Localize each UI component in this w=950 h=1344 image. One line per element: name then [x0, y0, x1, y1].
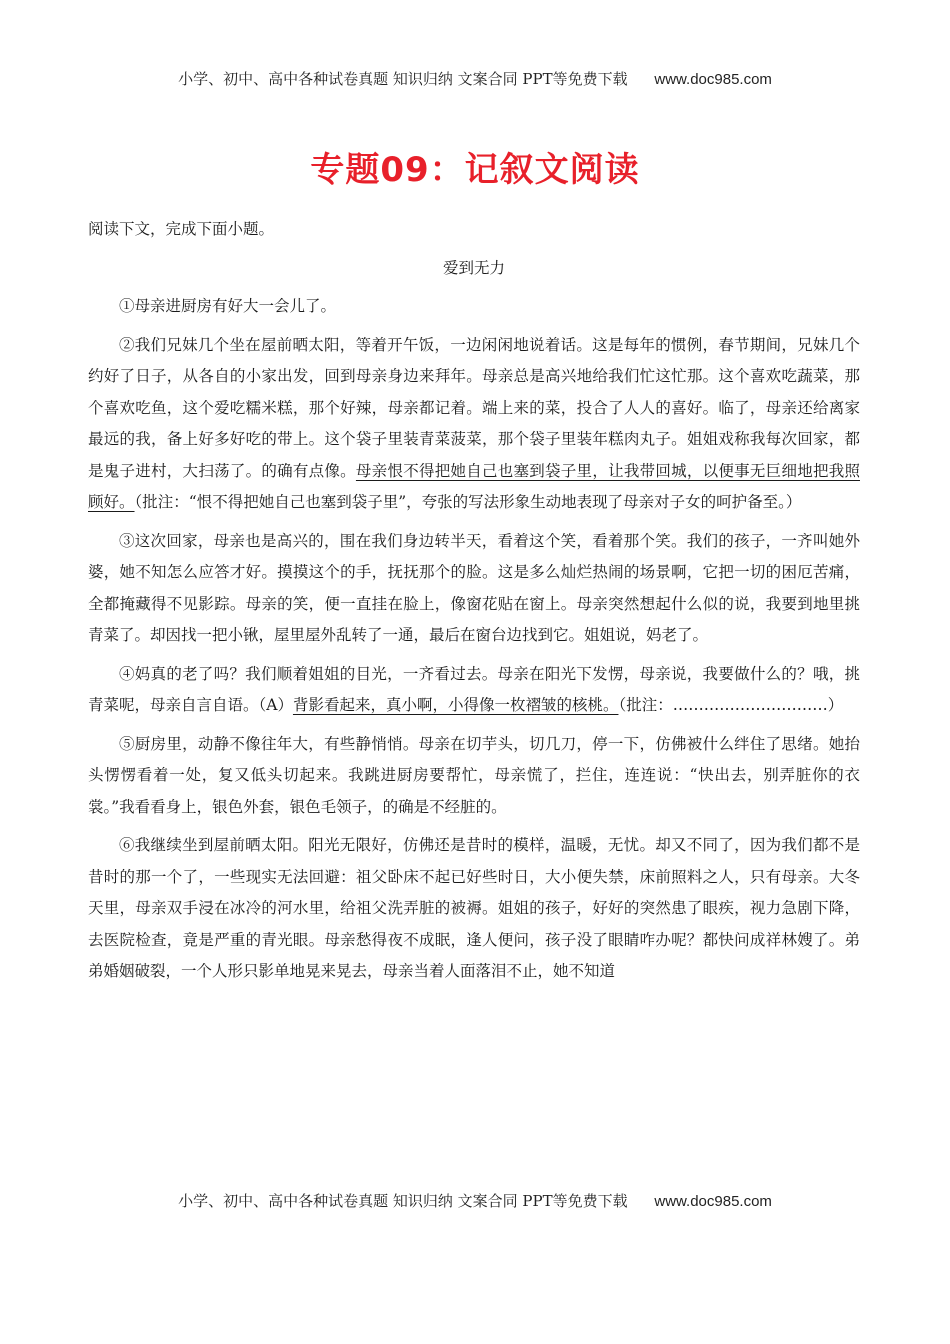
- page-header: [0, 68, 950, 89]
- paragraph-4-text: ④妈真的老了吗？我们顺着姐姐的目光，一齐看过去。母亲在阳光下发愣，母亲说，我要做什么的？哦，挑青菜呢，母亲自言自语。（A）: [88, 664, 860, 714]
- footer-url[interactable]: www.doc985.com: [654, 1193, 772, 1210]
- document-body: [88, 214, 860, 995]
- page-footer: [0, 1190, 950, 1211]
- article-title: 爱到无力: [442, 258, 505, 277]
- page-title: 专题09：记叙文阅读: [310, 150, 640, 190]
- paragraph-2: [88, 330, 860, 519]
- paragraph-2-annotation: （批注：“恨不得把她自己也塞到袋子里”，夸张的写法形象生动地表现了母亲对子女的呵护备至。）: [134, 493, 802, 511]
- footer-text: 小学、初中、高中各种试卷真题 知识归纳 文案合同 PPT等免费下载: [178, 1192, 628, 1210]
- paragraph-4: [88, 659, 860, 722]
- paragraph-6: ⑥我继续坐到屋前晒太阳。阳光无限好，仿佛还是昔时的模样，温暖，无忧。却又不同了，因为我们都不是昔时的那一个了，一些现实无法回避：祖父卧床不起已好些时日，大小便失禁，床前照料之人，只有母亲。大冬天里，母亲双手浸在冰冷的河水里，给祖父洗弄脏的被褥。姐姐的孩子，好好的突然患了眼疾，视力急剧下降，去医院检查，竟是严重的青光眼。母亲愁得夜不成眠，逢人便问，孩子没了眼睛咋办呢？都快问成祥林嫂了。弟弟婚姻破裂，一个人形只影单地晃来晃去，母亲当着人面落泪不止，她不知道: [88, 836, 860, 980]
- paragraph-5: ⑤厨房里，动静不像往年大，有些静悄悄。母亲在切芋头，切几刀，停一下，仿佛被什么绊住了思绪。她抬头愣愣看着一处，复又低头切起来。我跳进厨房要帮忙，母亲慌了，拦住，连连说：“快出去，别弄脏你的衣裳。”我看看身上，银色外套，银色毛领子，的确是不经脏的。: [88, 734, 860, 816]
- paragraph-4-underlined: 背影看起来，真小啊，小得像一枚褶皱的核桃。: [292, 696, 619, 714]
- paragraph-1: ①母亲进厨房有好大一会儿了。: [119, 297, 337, 315]
- paragraph-4-annotation: （批注：…………………………）: [618, 696, 844, 714]
- header-text: 小学、初中、高中各种试卷真题 知识归纳 文案合同 PPT等免费下载: [178, 70, 628, 88]
- reading-instruction: 阅读下文，完成下面小题。: [88, 220, 275, 238]
- paragraph-3: ③这次回家，母亲也是高兴的，围在我们身边转半天，看着这个笑，看着那个笑。我们的孩子，一齐叫她外婆，她不知怎么应答才好。摸摸这个的手，抚抚那个的脸。这是多么灿烂热闹的场景啊，它把一切的困厄苦痛，全都掩藏得不见影踪。母亲的笑，便一直挂在脸上，像窗花贴在窗上。母亲突然想起什么似的说，我要到地里挑青菜了。却因找一把小锹，屋里屋外乱转了一通，最后在窗台边找到它。姐姐说，妈老了。: [88, 531, 860, 644]
- paragraph-2-underlined: 母亲恨不得把她自己也塞到袋子里，让我带回城，以便事无巨细地把我照顾好。: [88, 461, 860, 511]
- header-url[interactable]: www.doc985.com: [654, 71, 772, 88]
- paragraph-2-text: ②我们兄妹几个坐在屋前晒太阳，等着开午饭，一边闲闲地说着话。这是每年的惯例，春节期间，兄妹几个约好了日子，从各自的小家出发，回到母亲身边来拜年。母亲总是高兴地给我们忙这忙那。这个喜欢吃蔬菜，那个喜欢吃鱼，这个爱吃糯米糕，那个好辣，母亲都记着。端上来的菜，投合了人人的喜好。临了，母亲还给离家最远的我，备上好多好吃的带上。这个袋子里装青菜菠菜，那个袋子里装年糕肉丸子。姐姐戏称我每次回家，都是鬼子进村，大扫荡了。的确有点像。: [88, 335, 860, 480]
